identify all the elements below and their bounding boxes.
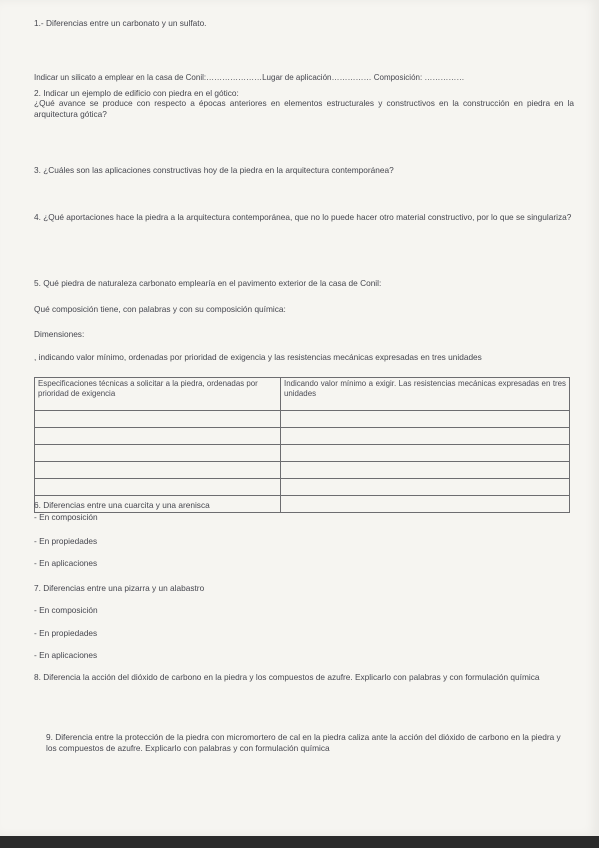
place-blank: …………… [331,73,372,82]
table-row [35,462,570,479]
question-6-properties: - En propiedades [34,536,98,546]
table-cell[interactable] [35,462,281,479]
question-6: 6. Diferencias entre una cuarcita y una arenisca [34,500,210,510]
question-2: ¿Qué avance se produce con respecto a épocas anteriores en elementos estructurales y constructivos en la construcción en piedra en la arquitectura gótica? [34,98,574,119]
table-cell[interactable] [281,428,570,445]
table-header-specifications: Especificaciones técnicas a solicitar a la piedra, ordenadas por prioridad de exigencia [35,378,281,411]
question-5: 5. Qué piedra de naturaleza carbonato emplearía en el pavimento exterior de la casa de Conil: [34,278,382,288]
question-1: 1.- Diferencias entre un carbonato y un sulfato. [34,18,207,28]
silicate-blank: ………………… [206,73,263,82]
question-5-composition: Qué composición tiene, con palabras y con su composición química: [34,304,286,314]
question-6-composition: - En composición [34,512,98,522]
silicate-prompt: Indicar un silicato a emplear en la casa de Conil: [34,73,207,82]
table-row [35,428,570,445]
composition-label: Composición: [373,73,423,82]
specifications-table [34,377,570,513]
question-7-properties: - En propiedades [34,628,98,638]
table-cell[interactable] [281,462,570,479]
table-cell[interactable] [35,445,281,462]
question-4: 4. ¿Qué aportaciones hace la piedra a la arquitectura contemporánea, que no lo puede hacer otro material constructivo, por lo que se singulariza? [34,212,572,222]
question-5-dimensions: Dimensiones: [34,329,85,339]
table-header-row [35,378,570,411]
question-3: 3. ¿Cuáles son las aplicaciones constructivas hoy de la piedra en la arquitectura contemporánea? [34,165,394,175]
table-cell[interactable] [281,445,570,462]
composition-blank: …………… [424,73,465,82]
table-cell[interactable] [281,479,570,496]
silicate-question [34,73,574,84]
question-9: 9. Diferencia entre la protección de la piedra con micromortero de cal en la piedra caliza ante la acción del dióxido de carbono en la piedra y los compuestos de azufre. Explicarlo con palabras y con formulación química [46,732,561,753]
question-5-indicating: , indicando valor mínimo, ordenadas por prioridad de exigencia y las resistencias mecánicas expresadas en tres unidades [34,352,482,362]
table-row [35,445,570,462]
table-row [35,479,570,496]
question-7: 7. Diferencias entre una pizarra y un alabastro [34,583,205,593]
question-8: 8. Diferencia la acción del dióxido de carbono en la piedra y los compuestos de azufre. Explicarlo con palabras y con formulación química [34,672,540,682]
table-row [35,411,570,428]
question-6-applications: - En aplicaciones [34,558,98,568]
question-7-applications: - En aplicaciones [34,650,98,660]
table-cell[interactable] [281,411,570,428]
question-7-composition: - En composición [34,605,98,615]
table-cell[interactable] [35,428,281,445]
place-label: Lugar de aplicación [262,73,332,82]
scan-edge [0,836,599,848]
table-cell[interactable] [35,411,281,428]
question-2-example: 2. Indicar un ejemplo de edificio con piedra en el gótico: [34,88,239,98]
table-cell[interactable] [35,479,281,496]
table-header-minimum-values: Indicando valor mínimo a exigir. Las resistencias mecánicas expresadas en tres unidades [281,378,570,411]
